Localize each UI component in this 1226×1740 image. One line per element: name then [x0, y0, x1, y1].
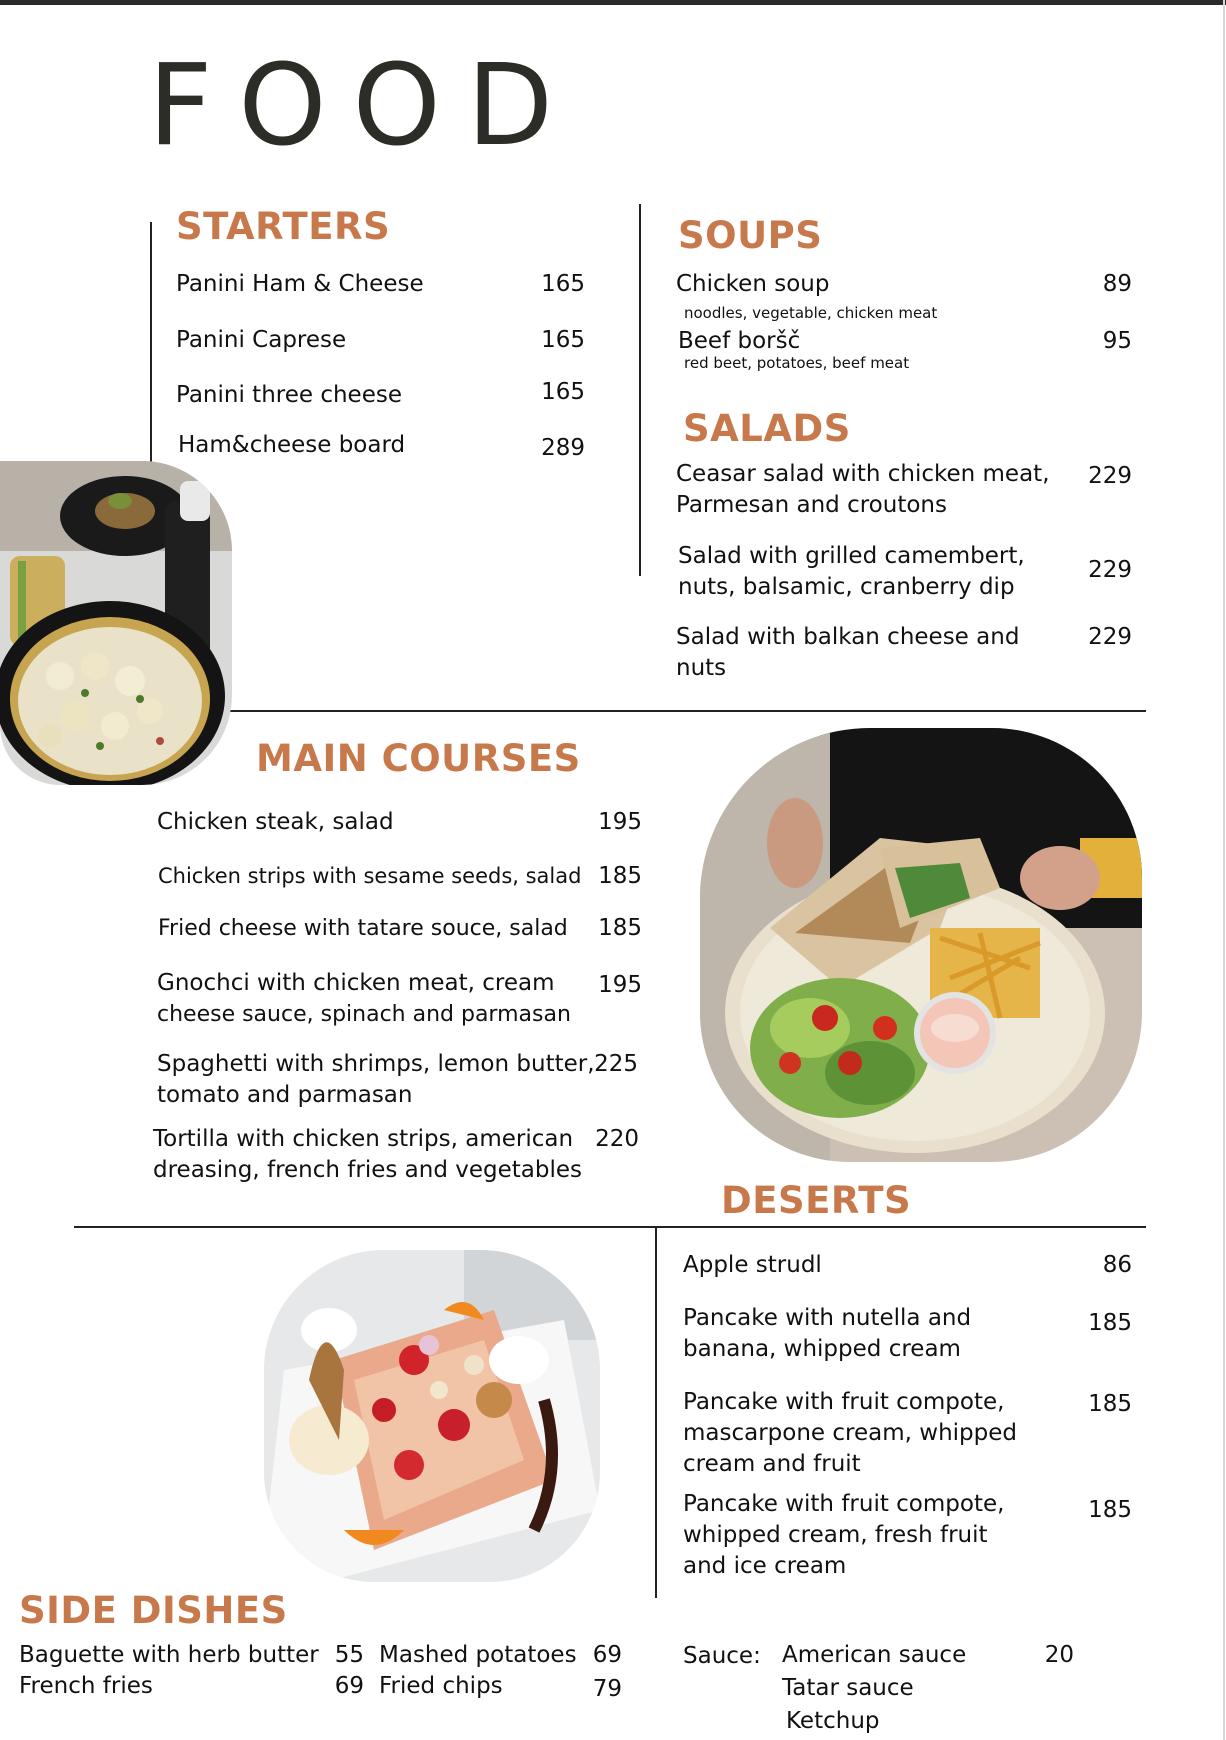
main-course-price: 195 [598, 809, 642, 835]
soups-heading: SOUPS [678, 214, 823, 257]
top-border [0, 0, 1226, 5]
soup-name: Beef boršč [678, 328, 801, 354]
salad-price: 229 [1088, 557, 1132, 583]
sauce-price: 20 [1044, 1642, 1074, 1668]
soup-name: Chicken soup [676, 271, 830, 297]
main-course-line: dreasing, french fries and vegetables [153, 1157, 582, 1183]
sauce-name: Tatar sauce [782, 1675, 914, 1701]
desert-line: mascarpone cream, whipped [683, 1420, 1017, 1446]
soup-price: 89 [1102, 271, 1132, 297]
side-dish-name: Fried chips [379, 1673, 503, 1699]
desert-line: Apple strudl [683, 1252, 822, 1278]
main-course-price: 220 [595, 1126, 639, 1152]
main-course-price: 225 [594, 1051, 638, 1077]
starter-price: 165 [541, 271, 585, 297]
soup-price: 95 [1102, 328, 1132, 354]
side-dish-name: French fries [19, 1673, 153, 1699]
deserts-heading: DESERTS [721, 1179, 912, 1222]
salad-price: 229 [1088, 624, 1132, 650]
main-course-price: 195 [598, 972, 642, 998]
main-course-line: Spaghetti with shrimps, lemon butter, [157, 1051, 595, 1077]
side-dish-price: 69 [592, 1642, 622, 1668]
side-dish-name: Baguette with herb butter [19, 1642, 319, 1668]
soup-description: noodles, vegetable, chicken meat [684, 304, 938, 322]
main-course-line: Tortilla with chicken strips, american [153, 1126, 574, 1152]
desert-price: 185 [1088, 1497, 1132, 1523]
column-divider [639, 204, 641, 576]
main-course-price: 185 [598, 863, 642, 889]
desert-line: Pancake with fruit compote, [683, 1389, 1005, 1415]
salad-line: Ceasar salad with chicken meat, [676, 461, 1050, 487]
salad-line: Salad with grilled camembert, [678, 543, 1025, 569]
sauce-name: American sauce [782, 1642, 967, 1668]
desert-price: 185 [1088, 1391, 1132, 1417]
desert-line: whipped cream, fresh fruit [683, 1522, 988, 1548]
side-dish-price: 69 [334, 1673, 364, 1699]
desert-price: 185 [1088, 1310, 1132, 1336]
main-course-line: tomato and parmasan [157, 1082, 413, 1108]
main-course-line: Fried cheese with tatare souce, salad [158, 916, 568, 941]
gnocchi-photo [0, 461, 232, 785]
sauce-name: Ketchup [786, 1708, 880, 1734]
salad-line: nuts, balsamic, cranberry dip [678, 574, 1015, 600]
page-edge [1223, 0, 1225, 1740]
starter-price: 165 [541, 379, 585, 405]
main-course-price: 185 [598, 915, 642, 941]
main-course-line: Chicken steak, salad [157, 809, 394, 835]
desert-line: cream and fruit [683, 1451, 861, 1477]
page-title: FOOD [148, 41, 579, 171]
starters-heading: STARTERS [176, 205, 391, 248]
sauce-label: Sauce: [683, 1643, 761, 1669]
desert-line: banana, whipped cream [683, 1336, 961, 1362]
starter-name: Panini three cheese [176, 382, 402, 408]
salad-line: nuts [676, 655, 727, 681]
starter-name: Panini Caprese [176, 327, 347, 353]
desert-line: Pancake with fruit compote, [683, 1491, 1005, 1517]
main-course-line: cheese sauce, spinach and parmasan [157, 1002, 571, 1027]
desert-line: and ice cream [683, 1553, 847, 1579]
main-courses-heading: MAIN COURSES [256, 737, 581, 780]
starter-name: Ham&cheese board [178, 432, 406, 458]
pancake-photo [264, 1250, 600, 1582]
side-dish-price: 79 [592, 1676, 622, 1702]
wrap-plate-photo [700, 728, 1142, 1162]
salad-line: Parmesan and croutons [676, 492, 947, 518]
main-course-line: Chicken strips with sesame seeds, salad [158, 864, 582, 888]
starter-name: Panini Ham & Cheese [176, 271, 424, 297]
main-course-line: Gnochci with chicken meat, cream [157, 970, 555, 996]
soup-description: red beet, potatoes, beef meat [684, 354, 910, 372]
side-dish-price: 55 [334, 1642, 364, 1668]
salads-heading: SALADS [683, 407, 851, 450]
salad-price: 229 [1088, 463, 1132, 489]
column-divider [655, 1228, 657, 1598]
side-dishes-heading: SIDE DISHES [19, 1589, 288, 1632]
section-rule [74, 1226, 1146, 1228]
starter-price: 165 [541, 327, 585, 353]
salad-line: Salad with balkan cheese and [676, 624, 1020, 650]
desert-price: 86 [1102, 1252, 1132, 1278]
starter-price: 289 [541, 435, 585, 461]
starters-divider [150, 222, 152, 462]
side-dish-name: Mashed potatoes [379, 1642, 577, 1668]
desert-line: Pancake with nutella and [683, 1305, 972, 1331]
section-rule [228, 710, 1146, 712]
